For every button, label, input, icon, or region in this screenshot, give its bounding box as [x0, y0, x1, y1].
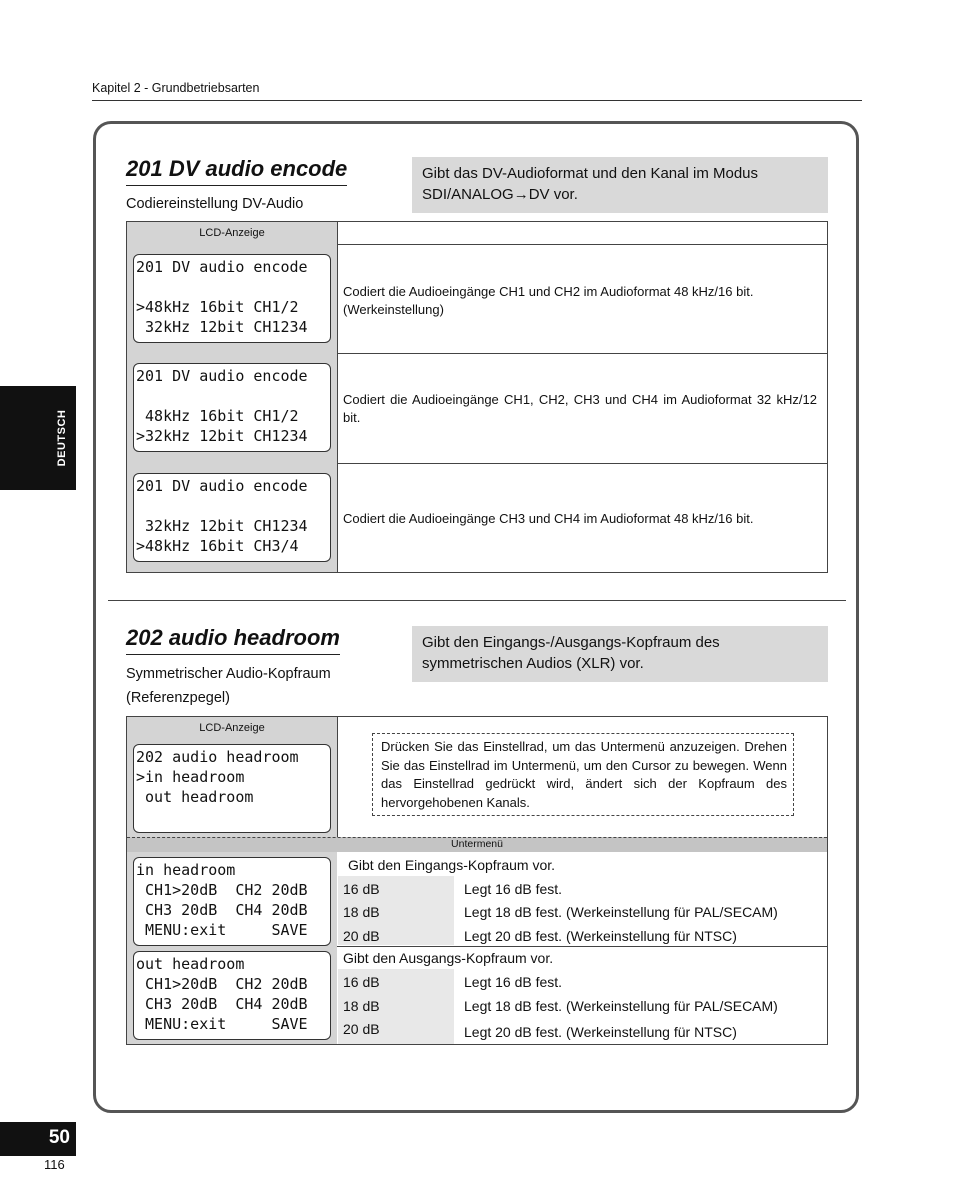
- section-202-title: 202 audio headroom: [126, 625, 340, 655]
- column-divider: [337, 717, 338, 837]
- language-tab-label: DEUTSCH: [56, 409, 68, 467]
- section-201-table: [126, 221, 828, 573]
- row-divider: [337, 463, 827, 464]
- lcd-display: in headroom CH1>20dB CH2 20dB CH3 20dB CH4 20dB MENU:exit SAVE: [133, 857, 331, 946]
- row-description: Codiert die Audioeingänge CH3 und CH4 im Audioformat 48 kHz/16 bit.: [343, 511, 754, 526]
- row-divider: [337, 946, 827, 947]
- section-202-subtitle-2: (Referenzpegel): [126, 690, 230, 706]
- chapter-header: Kapitel 2 - Grundbetriebsarten: [92, 81, 260, 95]
- lcd-column-header: LCD-Anzeige: [199, 227, 265, 239]
- lcd-display: out headroom CH1>20dB CH2 20dB CH3 20dB CH4 20dB MENU:exit SAVE: [133, 951, 331, 1040]
- row-description: Codiert die Audioeingänge CH1 und CH2 im Audioformat 48 kHz/16 bit. (Werkeinstellung): [343, 284, 754, 317]
- section-201-subtitle: Codiereinstellung DV-Audio: [126, 196, 304, 212]
- option-value: 16 dB: [343, 974, 380, 990]
- option-value: 18 dB: [343, 904, 380, 920]
- row-divider: [337, 244, 827, 245]
- section-201-description: Gibt das DV-Audioformat und den Kanal im Modus SDI/ANALOG→DV vor.: [412, 157, 828, 213]
- submenu-heading: Gibt den Eingangs-Kopfraum vor.: [348, 857, 556, 873]
- option-description: Legt 20 dB fest. (Werkeinstellung für NTSC): [464, 928, 737, 944]
- option-value: 16 dB: [343, 881, 380, 897]
- option-value: 20 dB: [343, 1021, 380, 1037]
- section-202-description: Gibt den Eingangs-/Ausgangs-Kopfraum des symmetrischen Audios (XLR) vor.: [412, 626, 828, 682]
- page-number-secondary: 116: [44, 1157, 65, 1172]
- lcd-display: 201 DV audio encode >48kHz 16bit CH1/2 32kHz 12bit CH1234: [133, 254, 331, 343]
- page-number: 50: [0, 1122, 76, 1156]
- option-description: Legt 16 dB fest.: [464, 974, 563, 990]
- section-202-subtitle: Symmetrischer Audio-Kopfraum: [126, 666, 331, 682]
- lcd-display: 202 audio headroom >in headroom out headroom: [133, 744, 331, 833]
- row-description: Codiert die Audioeingänge CH1, CH2, CH3 und CH4 im Audioformat 32 kHz/12 bit.: [343, 392, 817, 425]
- option-description: Legt 18 dB fest. (Werkeinstellung für PAL/SECAM): [464, 904, 778, 920]
- section-201-title: 201 DV audio encode: [126, 156, 347, 186]
- option-description: Legt 18 dB fest. (Werkeinstellung für PAL/SECAM): [464, 998, 778, 1014]
- section-202-table: [126, 716, 828, 1045]
- option-description: Legt 20 dB fest. (Werkeinstellung für NTSC): [464, 1024, 737, 1040]
- submenu-heading: Gibt den Ausgangs-Kopfraum vor.: [343, 950, 554, 966]
- option-value: 18 dB: [343, 998, 380, 1014]
- lcd-display: 201 DV audio encode 48kHz 16bit CH1/2 >32kHz 12bit CH1234: [133, 363, 331, 452]
- row-divider: [337, 353, 827, 354]
- language-tab: [0, 386, 76, 490]
- usage-note: Drücken Sie das Einstellrad, um das Untermenü anzuzeigen. Drehen Sie das Einstellrad im Untermenü, um den Cursor zu bewegen. Wenn das Einstellrad gedrückt wird, ändert sich der Kopfraum des hervorgehobenen Kanals.: [372, 733, 794, 816]
- lcd-column-header: LCD-Anzeige: [199, 722, 265, 734]
- column-divider: [337, 222, 338, 572]
- lcd-display: 201 DV audio encode 32kHz 12bit CH1234 >48kHz 16bit CH3/4: [133, 473, 331, 562]
- option-description: Legt 16 dB fest.: [464, 881, 563, 897]
- header-rule: [92, 100, 862, 101]
- section-separator: [108, 600, 846, 601]
- option-value: 20 dB: [343, 928, 380, 944]
- submenu-band: Untermenü: [127, 837, 827, 852]
